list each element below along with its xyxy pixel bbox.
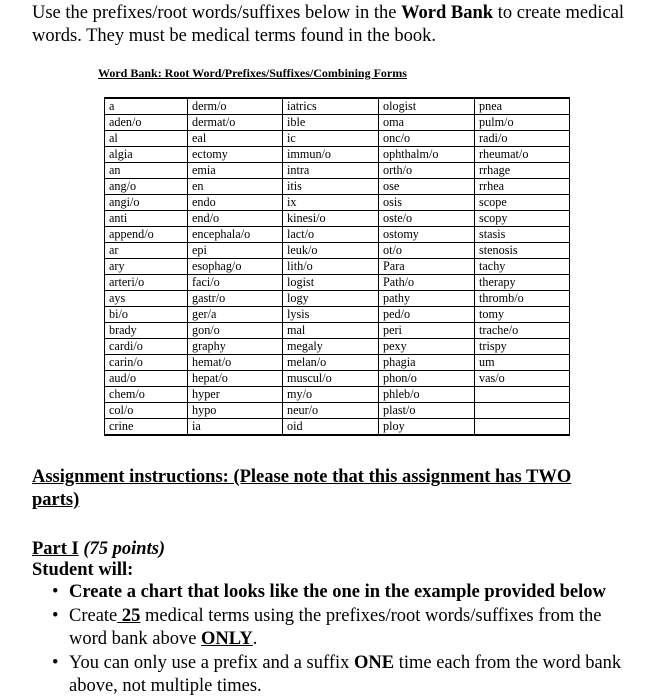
- instruction-one: ONE: [354, 653, 395, 673]
- word-bank-table: [104, 97, 570, 436]
- word-bank-cell: aden/o: [105, 115, 188, 131]
- word-bank-cell: end/o: [188, 211, 283, 227]
- word-bank-cell: osis: [379, 195, 475, 211]
- instruction-text-pre: You can only use a prefix and a suffix: [69, 653, 354, 673]
- word-bank-cell: ose: [379, 179, 475, 195]
- word-bank-row: [105, 211, 570, 227]
- word-bank-cell: phagia: [379, 355, 475, 371]
- word-bank-cell: ic: [283, 131, 379, 147]
- intro-word-bank: Word Bank: [401, 3, 494, 23]
- word-bank-cell: stasis: [475, 227, 570, 243]
- word-bank-cell: logist: [283, 275, 379, 291]
- word-bank-row: [105, 131, 570, 147]
- word-bank-cell: gon/o: [188, 323, 283, 339]
- word-bank-row: [105, 98, 570, 115]
- part-one-points: (75 points): [83, 539, 166, 559]
- word-bank-cell: Para: [379, 259, 475, 275]
- word-bank-cell: hepat/o: [188, 371, 283, 387]
- word-bank-cell: carin/o: [105, 355, 188, 371]
- word-bank-row: [105, 259, 570, 275]
- word-bank-cell: gastr/o: [188, 291, 283, 307]
- word-bank-cell: oid: [283, 419, 379, 436]
- word-bank-row: [105, 147, 570, 163]
- word-bank-cell: immun/o: [283, 147, 379, 163]
- word-bank-cell: phleb/o: [379, 387, 475, 403]
- word-bank-cell: bi/o: [105, 307, 188, 323]
- word-bank-row: [105, 403, 570, 419]
- word-bank-cell: ot/o: [379, 243, 475, 259]
- word-bank-cell: encephala/o: [188, 227, 283, 243]
- word-bank-cell: rrhage: [475, 163, 570, 179]
- word-bank-cell: plast/o: [379, 403, 475, 419]
- word-bank-cell: brady: [105, 323, 188, 339]
- part-one-label: Part I: [32, 539, 79, 559]
- word-bank-cell: rrhea: [475, 179, 570, 195]
- word-bank-cell: tachy: [475, 259, 570, 275]
- word-bank-cell: arteri/o: [105, 275, 188, 291]
- instruction-text-pre: Create: [69, 606, 118, 626]
- assignment-heading: Assignment instructions: (Please note that this assignment has TWO parts): [32, 467, 572, 510]
- word-bank-cell: ia: [188, 419, 283, 436]
- word-bank-cell: trache/o: [475, 323, 570, 339]
- word-bank-cell: lith/o: [283, 259, 379, 275]
- word-bank-cell: scope: [475, 195, 570, 211]
- part-one-heading: [32, 538, 165, 560]
- bullet-icon: •: [52, 653, 59, 673]
- word-bank-cell: ary: [105, 259, 188, 275]
- word-bank-cell: derm/o: [188, 98, 283, 115]
- word-bank-cell: a: [105, 98, 188, 115]
- intro-paragraph: [32, 2, 632, 48]
- word-bank-row: [105, 275, 570, 291]
- word-bank-cell: ays: [105, 291, 188, 307]
- word-bank-cell: therapy: [475, 275, 570, 291]
- word-bank-row: [105, 371, 570, 387]
- word-bank-cell: thromb/o: [475, 291, 570, 307]
- word-bank-cell: lysis: [283, 307, 379, 323]
- word-bank-cell: pathy: [379, 291, 475, 307]
- word-bank-cell: vas/o: [475, 371, 570, 387]
- word-bank-cell: ar: [105, 243, 188, 259]
- word-bank-cell: my/o: [283, 387, 379, 403]
- word-bank-cell: dermat/o: [188, 115, 283, 131]
- word-bank-cell: faci/o: [188, 275, 283, 291]
- word-bank-row: [105, 387, 570, 403]
- word-bank-cell: lact/o: [283, 227, 379, 243]
- word-bank-row: [105, 291, 570, 307]
- instruction-count: 25: [117, 606, 141, 626]
- bullet-icon: •: [52, 582, 59, 602]
- word-bank-cell: neur/o: [283, 403, 379, 419]
- word-bank-row: [105, 227, 570, 243]
- word-bank-cell: tomy: [475, 307, 570, 323]
- word-bank-cell: append/o: [105, 227, 188, 243]
- word-bank-row: [105, 307, 570, 323]
- word-bank-cell: trispy: [475, 339, 570, 355]
- word-bank-cell: en: [188, 179, 283, 195]
- bullet-icon: •: [52, 606, 59, 626]
- word-bank-title: Word Bank: Root Word/Prefixes/Suffixes/Combining Forms: [98, 66, 407, 80]
- word-bank-cell: epi: [188, 243, 283, 259]
- word-bank-cell: onc/o: [379, 131, 475, 147]
- word-bank-cell: pulm/o: [475, 115, 570, 131]
- word-bank-cell: radi/o: [475, 131, 570, 147]
- word-bank-cell: hypo: [188, 403, 283, 419]
- word-bank-cell: graphy: [188, 339, 283, 355]
- instruction-only: ONLY: [201, 629, 253, 649]
- word-bank-row: [105, 115, 570, 131]
- word-bank-cell: ger/a: [188, 307, 283, 323]
- word-bank-cell: col/o: [105, 403, 188, 419]
- word-bank-cell: ostomy: [379, 227, 475, 243]
- word-bank-cell: pexy: [379, 339, 475, 355]
- word-bank-cell: an: [105, 163, 188, 179]
- word-bank-cell: um: [475, 355, 570, 371]
- word-bank-cell: itis: [283, 179, 379, 195]
- word-bank-cell: megaly: [283, 339, 379, 355]
- word-bank-row: [105, 323, 570, 339]
- word-bank-cell: ang/o: [105, 179, 188, 195]
- word-bank-cell: anti: [105, 211, 188, 227]
- word-bank-cell: al: [105, 131, 188, 147]
- word-bank-row: [105, 243, 570, 259]
- word-bank-row: [105, 339, 570, 355]
- instruction-item: [44, 652, 644, 698]
- word-bank-cell: hemat/o: [188, 355, 283, 371]
- word-bank-cell: logy: [283, 291, 379, 307]
- word-bank-cell: eal: [188, 131, 283, 147]
- word-bank-cell: esophag/o: [188, 259, 283, 275]
- word-bank-cell: muscul/o: [283, 371, 379, 387]
- word-bank-cell: aud/o: [105, 371, 188, 387]
- word-bank-cell: crine: [105, 419, 188, 436]
- word-bank-row: [105, 419, 570, 436]
- word-bank-cell: orth/o: [379, 163, 475, 179]
- word-bank-cell: phon/o: [379, 371, 475, 387]
- word-bank-row: [105, 355, 570, 371]
- word-bank-cell: [475, 403, 570, 419]
- word-bank-cell: [475, 419, 570, 436]
- word-bank-cell: ix: [283, 195, 379, 211]
- word-bank-cell: cardi/o: [105, 339, 188, 355]
- word-bank-cell: rheumat/o: [475, 147, 570, 163]
- word-bank-cell: mal: [283, 323, 379, 339]
- intro-text-2: to create medical words. They must be medical terms found in the book.: [32, 3, 625, 46]
- word-bank-cell: ploy: [379, 419, 475, 436]
- word-bank-cell: Path/o: [379, 275, 475, 291]
- word-bank-cell: peri: [379, 323, 475, 339]
- word-bank-cell: ectomy: [188, 147, 283, 163]
- word-bank-cell: algia: [105, 147, 188, 163]
- word-bank-cell: emia: [188, 163, 283, 179]
- word-bank-cell: pnea: [475, 98, 570, 115]
- word-bank-cell: iatrics: [283, 98, 379, 115]
- word-bank-cell: ible: [283, 115, 379, 131]
- instruction-text: Create a chart that looks like the one in the example provided below: [69, 582, 606, 602]
- instruction-item: [44, 581, 644, 604]
- instruction-text-end: time each from the word bank above, not multiple times.: [69, 653, 622, 696]
- word-bank-cell: scopy: [475, 211, 570, 227]
- word-bank-cell: melan/o: [283, 355, 379, 371]
- word-bank-cell: ped/o: [379, 307, 475, 323]
- word-bank-cell: angi/o: [105, 195, 188, 211]
- word-bank-cell: stenosis: [475, 243, 570, 259]
- instruction-item: [44, 605, 644, 651]
- word-bank-cell: endo: [188, 195, 283, 211]
- word-bank-cell: chem/o: [105, 387, 188, 403]
- word-bank-row: [105, 163, 570, 179]
- word-bank-cell: intra: [283, 163, 379, 179]
- word-bank-cell: oste/o: [379, 211, 475, 227]
- instruction-list: [44, 581, 644, 699]
- word-bank-cell: oma: [379, 115, 475, 131]
- instruction-text-mid: medical terms using the prefixes/root words/suffixes from the word bank above: [69, 606, 602, 649]
- word-bank-cell: ologist: [379, 98, 475, 115]
- word-bank-cell: ophthalm/o: [379, 147, 475, 163]
- instruction-text-end: .: [252, 629, 258, 649]
- word-bank-cell: hyper: [188, 387, 283, 403]
- word-bank-cell: kinesi/o: [283, 211, 379, 227]
- word-bank-cell: leuk/o: [283, 243, 379, 259]
- word-bank-row: [105, 195, 570, 211]
- word-bank-row: [105, 179, 570, 195]
- student-will-label: Student will:: [32, 560, 134, 580]
- intro-text-1: Use the prefixes/root words/suffixes below in the: [32, 3, 402, 23]
- word-bank-cell: [475, 387, 570, 403]
